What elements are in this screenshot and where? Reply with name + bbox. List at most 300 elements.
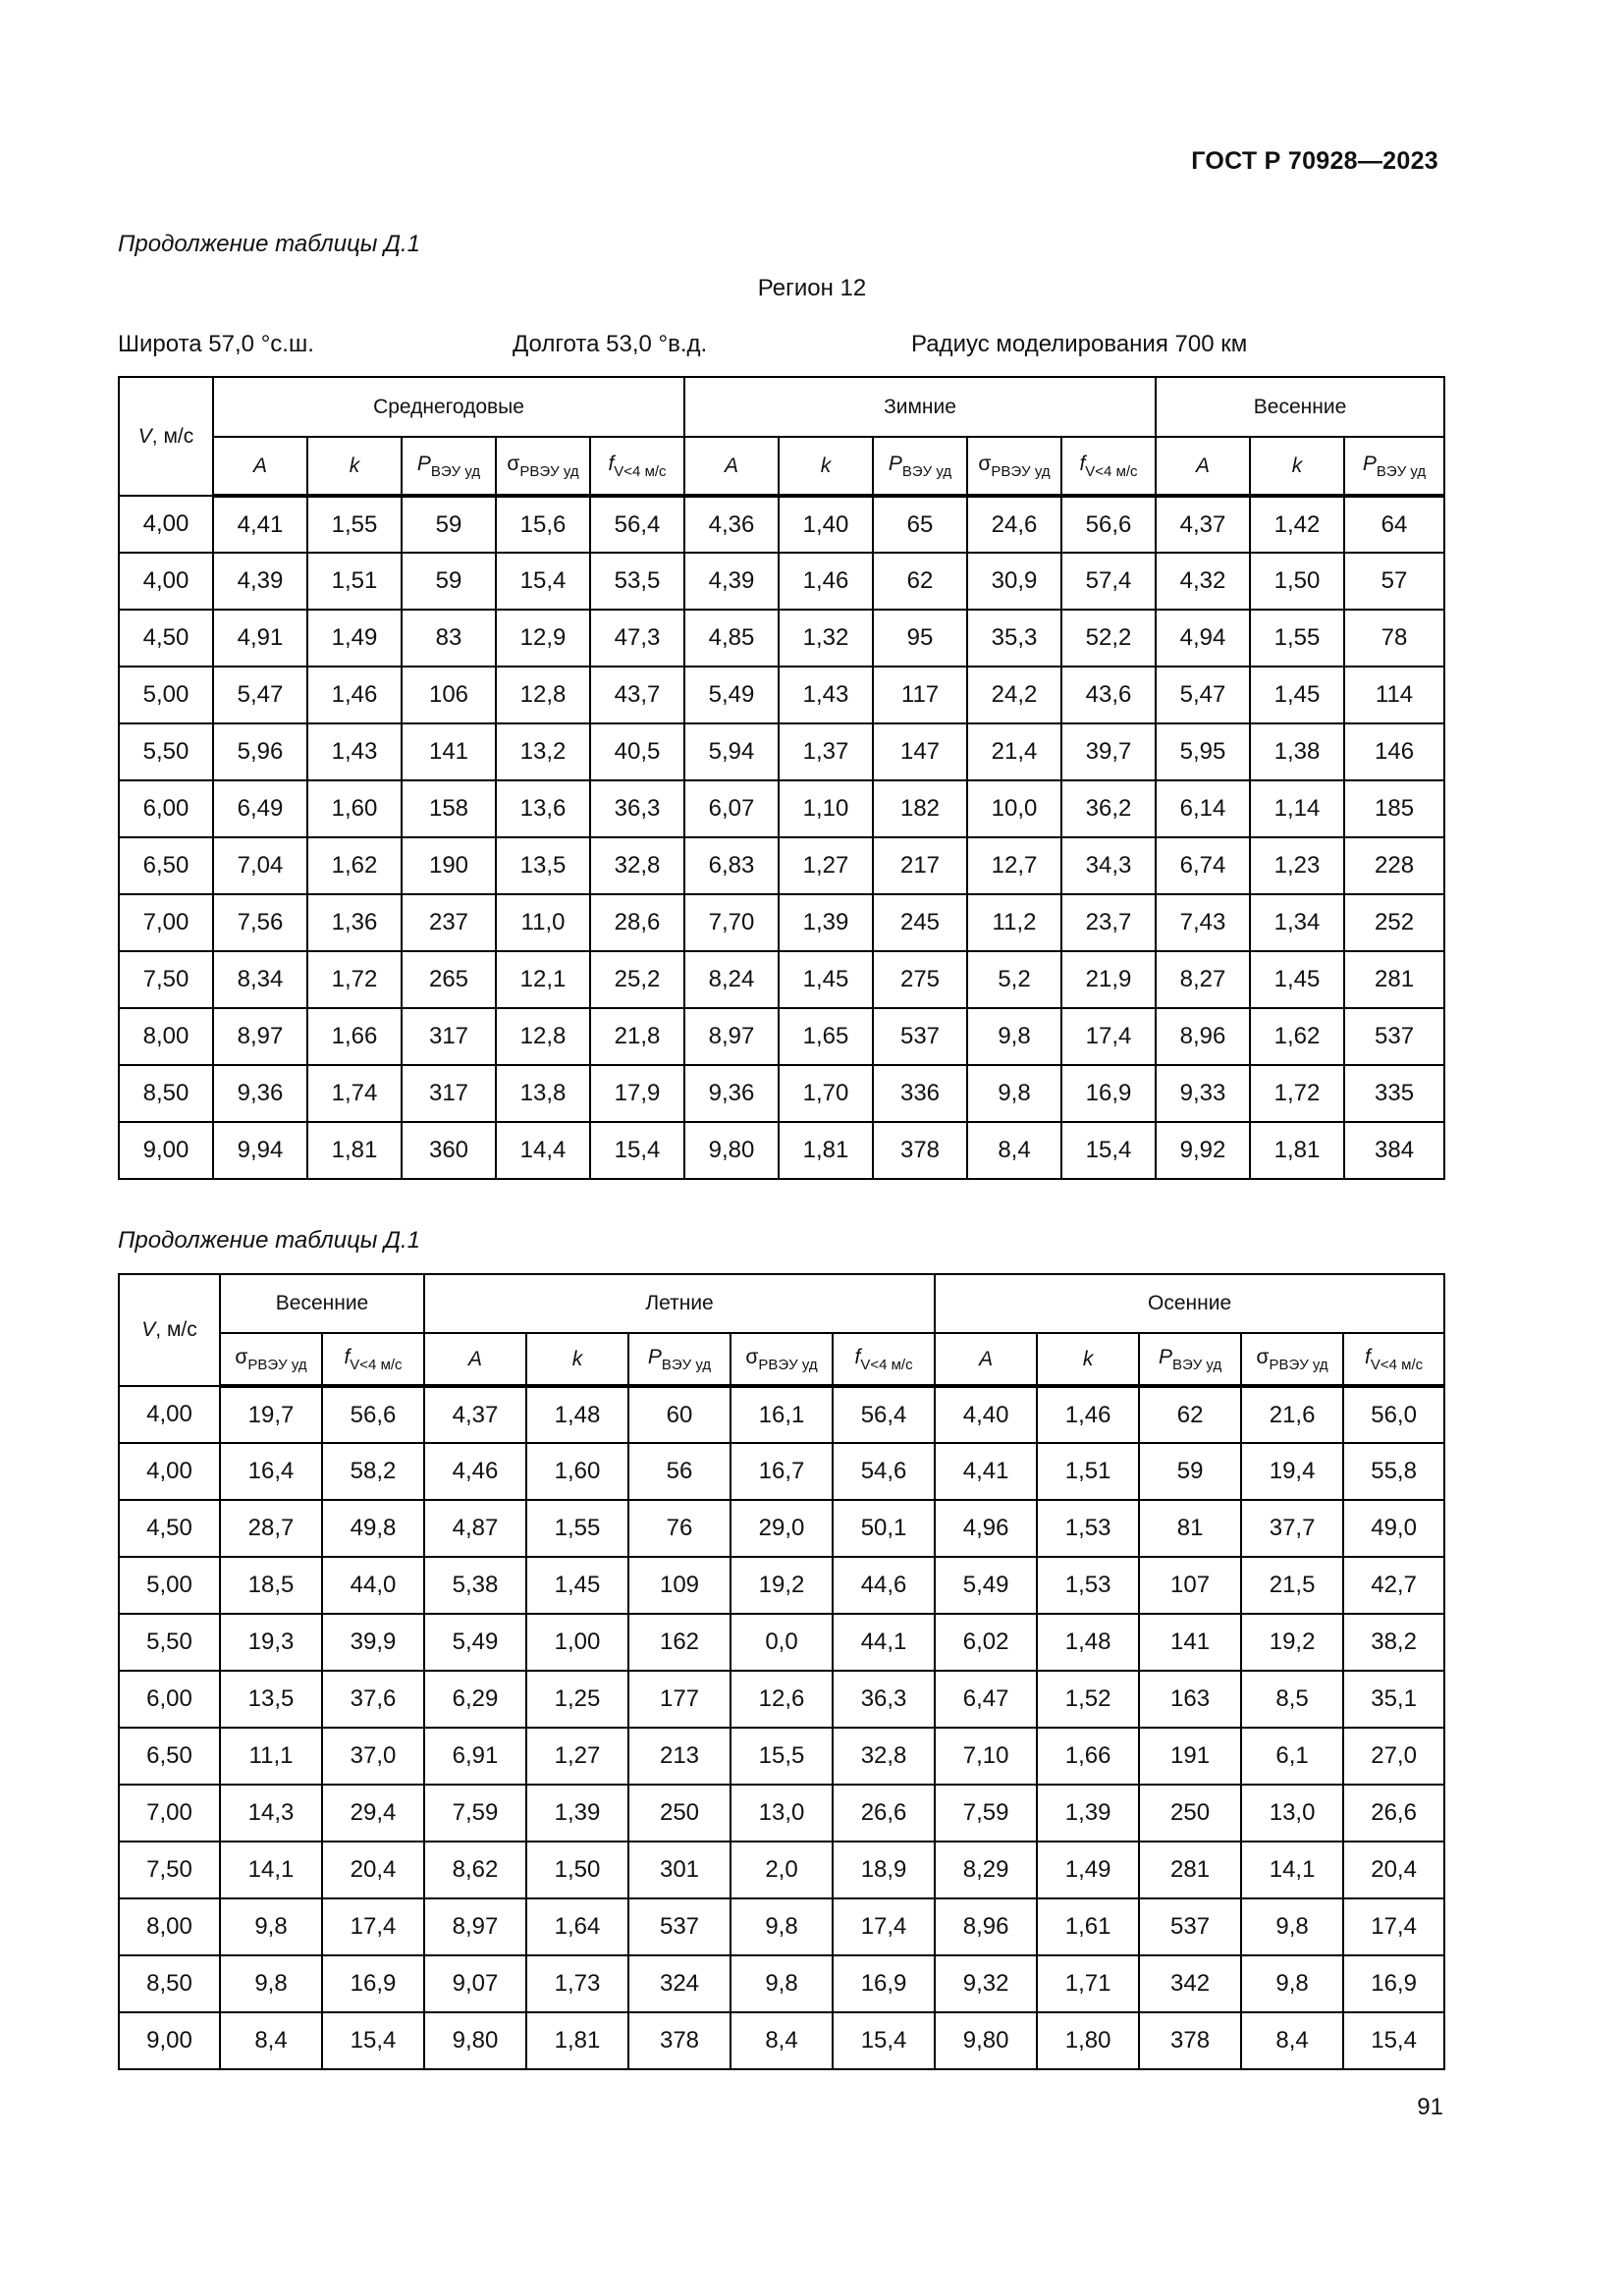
header-f: $f_{V<4 м/с}$ [833,1333,935,1386]
table-cell: 6,91 [424,1728,526,1785]
table-cell: 5,49 [424,1614,526,1671]
table-cell: 191 [1139,1728,1241,1785]
table-cell: 16,9 [833,1955,935,2012]
table-cell: 1,50 [1250,553,1344,610]
modeling-radius-label: Радиус моделирования 700 км [911,331,1248,357]
table-cell: 13,6 [496,780,590,837]
table-cell: 23,7 [1061,894,1156,951]
cell-wind-speed: 4,00 [119,553,213,610]
header-sigma: $\sigma_{PВЭУ уд}$ [496,437,590,496]
table-cell: 4,36 [684,496,779,553]
table-cell: 1,55 [1250,610,1344,667]
table-row [119,1386,1444,1443]
table-cell: 42,7 [1343,1557,1444,1614]
table-cell: 1,49 [307,610,402,667]
table-cell: 19,3 [220,1614,322,1671]
table-cell: 1,36 [307,894,402,951]
table-cell: 21,6 [1241,1386,1343,1443]
table-cell: 9,80 [424,2012,526,2069]
table-cell: 1,51 [307,553,402,610]
table-cell: 5,49 [684,667,779,723]
table-cell: 109 [628,1557,731,1614]
table-cell: 7,56 [213,894,307,951]
table-cell: 5,47 [1156,667,1250,723]
table-cell: 1,80 [1037,2012,1139,2069]
table-cell: 1,70 [779,1065,873,1122]
table-cell: 14,1 [220,1842,322,1898]
table-row [119,1614,1444,1671]
table-cell: 281 [1139,1842,1241,1898]
table-row [119,1671,1444,1728]
table-cell: 17,4 [1061,1008,1156,1065]
table-row [119,1065,1444,1122]
table-cell: 28,7 [220,1500,322,1557]
table-row [119,1785,1444,1842]
table-cell: 1,27 [779,837,873,894]
table-cell: 1,45 [526,1557,628,1614]
table-cell: 56,4 [833,1386,935,1443]
table-cell: 52,2 [1061,610,1156,667]
header-p: $P_{ВЭУ уд}$ [873,437,967,496]
table-cell: 21,5 [1241,1557,1343,1614]
table-cell: 1,32 [779,610,873,667]
header-p: $P_{ВЭУ уд}$ [402,437,496,496]
table-cell: 5,47 [213,667,307,723]
table-cell: 43,7 [590,667,684,723]
header-p: $P_{ВЭУ уд}$ [1139,1333,1241,1386]
header-k: k [526,1333,628,1386]
header-sigma: $\sigma_{PВЭУ уд}$ [731,1333,833,1386]
table-cell: 9,8 [1241,1955,1343,2012]
table-cell: 55,8 [1343,1443,1444,1500]
cell-wind-speed: 7,00 [119,894,213,951]
table-cell: 38,2 [1343,1614,1444,1671]
cell-wind-speed: 7,00 [119,1785,220,1842]
table-cell: 16,1 [731,1386,833,1443]
table-cell: 16,9 [322,1955,424,2012]
table-cell: 537 [628,1898,731,1955]
table-cell: 7,04 [213,837,307,894]
header-a: A [935,1333,1037,1386]
table-cell: 107 [1139,1557,1241,1614]
table-cell: 13,5 [496,837,590,894]
table-cell: 6,49 [213,780,307,837]
table-cell: 24,2 [967,667,1061,723]
table-cell: 14,4 [496,1122,590,1179]
table-cell: 146 [1344,723,1444,780]
table-cell: 9,8 [731,1898,833,1955]
table-cell: 141 [402,723,496,780]
table-row [119,1898,1444,1955]
table-cell: 25,2 [590,951,684,1008]
table-cell: 1,45 [1250,951,1344,1008]
table-cell: 158 [402,780,496,837]
table-cell: 4,41 [935,1443,1037,1500]
table-cell: 36,3 [590,780,684,837]
table-cell: 18,5 [220,1557,322,1614]
table-cell: 252 [1344,894,1444,951]
table-cell: 1,34 [1250,894,1344,951]
table-row [119,1443,1444,1500]
table-cell: 78 [1344,610,1444,667]
table-cell: 50,1 [833,1500,935,1557]
table-cell: 1,53 [1037,1557,1139,1614]
table-row [119,1728,1444,1785]
table-cell: 15,4 [496,553,590,610]
table-cell: 47,3 [590,610,684,667]
table-cell: 8,29 [935,1842,1037,1898]
table-cell: 537 [873,1008,967,1065]
table-cell: 27,0 [1343,1728,1444,1785]
header-a: A [684,437,779,496]
table-cell: 19,4 [1241,1443,1343,1500]
table-cell: 8,5 [1241,1671,1343,1728]
table-cell: 56,6 [322,1386,424,1443]
table-cell: 43,6 [1061,667,1156,723]
table-cell: 8,34 [213,951,307,1008]
table-cell: 360 [402,1122,496,1179]
table-cell: 162 [628,1614,731,1671]
table-row [119,1842,1444,1898]
table-cell: 15,4 [1061,1122,1156,1179]
table-cell: 147 [873,723,967,780]
table-cell: 317 [402,1008,496,1065]
table-row [119,837,1444,894]
table-cell: 44,0 [322,1557,424,1614]
table-cell: 9,80 [684,1122,779,1179]
group-annual: Среднегодовые [213,377,684,437]
table-cell: 12,8 [496,1008,590,1065]
table-cell: 8,27 [1156,951,1250,1008]
table-cell: 56 [628,1443,731,1500]
table-cell: 182 [873,780,967,837]
table-cell: 15,4 [833,2012,935,2069]
table-cell: 59 [402,496,496,553]
group-winter: Зимние [684,377,1156,437]
table-row [119,610,1444,667]
cell-wind-speed: 8,00 [119,1008,213,1065]
table-cell: 7,10 [935,1728,1037,1785]
table-cell: 9,36 [684,1065,779,1122]
table-cell: 37,6 [322,1671,424,1728]
table-cell: 1,45 [779,951,873,1008]
table-cell: 57 [1344,553,1444,610]
table-cell: 4,37 [1156,496,1250,553]
latitude-label: Широта 57,0 °с.ш. [118,331,314,357]
table-cell: 13,8 [496,1065,590,1122]
table-cell: 9,8 [1241,1898,1343,1955]
table-cell: 12,6 [731,1671,833,1728]
table-cell: 1,39 [1037,1785,1139,1842]
cell-wind-speed: 6,00 [119,780,213,837]
table-cell: 1,00 [526,1614,628,1671]
table-cell: 39,7 [1061,723,1156,780]
table-cell: 6,47 [935,1671,1037,1728]
table-cell: 8,96 [935,1898,1037,1955]
table-cell: 8,62 [424,1842,526,1898]
cell-wind-speed: 9,00 [119,2012,220,2069]
table-cell: 1,60 [526,1443,628,1500]
table-cell: 190 [402,837,496,894]
table-row [119,723,1444,780]
table-cell: 4,37 [424,1386,526,1443]
table-cell: 1,42 [1250,496,1344,553]
table-cell: 34,3 [1061,837,1156,894]
table-cell: 1,72 [1250,1065,1344,1122]
table-cell: 29,4 [322,1785,424,1842]
table-cell: 1,45 [1250,667,1344,723]
table-cell: 59 [402,553,496,610]
table-cell: 5,38 [424,1557,526,1614]
table-cell: 4,39 [684,553,779,610]
table-cell: 32,8 [590,837,684,894]
table-cell: 1,81 [779,1122,873,1179]
table-cell: 6,74 [1156,837,1250,894]
table-cell: 5,95 [1156,723,1250,780]
table-cell: 177 [628,1671,731,1728]
table-cell: 30,9 [967,553,1061,610]
table-cell: 1,46 [779,553,873,610]
table-row [119,1122,1444,1179]
table-cell: 5,96 [213,723,307,780]
table-cell: 15,4 [590,1122,684,1179]
table-cell: 4,39 [213,553,307,610]
table-cell: 12,7 [967,837,1061,894]
header-sigma: $\sigma_{PВЭУ уд}$ [1241,1333,1343,1386]
table-row [119,667,1444,723]
table-cell: 1,53 [1037,1500,1139,1557]
table-cell: 10,0 [967,780,1061,837]
table-cell: 217 [873,837,967,894]
table-cell: 1,64 [526,1898,628,1955]
cell-wind-speed: 4,50 [119,1500,220,1557]
table-cell: 1,25 [526,1671,628,1728]
table-cell: 8,96 [1156,1008,1250,1065]
wind-data-table-2 [118,1273,1445,2070]
table-cell: 16,9 [1061,1065,1156,1122]
longitude-label: Долгота 53,0 °в.д. [513,331,708,357]
header-f: $f_{V<4 м/с}$ [1061,437,1156,496]
table-cell: 378 [873,1122,967,1179]
table-cell: 250 [1139,1785,1241,1842]
table-cell: 11,2 [967,894,1061,951]
table-cell: 17,4 [1343,1898,1444,1955]
table-cell: 14,1 [1241,1842,1343,1898]
table-cell: 2,0 [731,1842,833,1898]
table-cell: 9,8 [967,1008,1061,1065]
table-cell: 60 [628,1386,731,1443]
table-cell: 13,0 [731,1785,833,1842]
table-cell: 4,46 [424,1443,526,1500]
table-cell: 4,87 [424,1500,526,1557]
table-cell: 11,1 [220,1728,322,1785]
table-cell: 8,4 [731,2012,833,2069]
header-k: k [307,437,402,496]
table-cell: 1,72 [307,951,402,1008]
table-cell: 12,9 [496,610,590,667]
table-cell: 44,1 [833,1614,935,1671]
table-cell: 95 [873,610,967,667]
table-cell: 8,4 [1241,2012,1343,2069]
table-cell: 9,8 [220,1955,322,2012]
header-f: $f_{V<4 м/с}$ [590,437,684,496]
table-cell: 5,49 [935,1557,1037,1614]
table-cell: 36,2 [1061,780,1156,837]
table-cell: 163 [1139,1671,1241,1728]
table-cell: 8,4 [967,1122,1061,1179]
table-row [119,1955,1444,2012]
group-spring: Весенние [220,1274,424,1333]
table-cell: 17,9 [590,1065,684,1122]
cell-wind-speed: 4,00 [119,496,213,553]
table-cell: 16,9 [1343,1955,1444,2012]
table-cell: 1,48 [1037,1614,1139,1671]
table-cell: 9,8 [731,1955,833,2012]
table-cell: 275 [873,951,967,1008]
table-cell: 49,8 [322,1500,424,1557]
cell-wind-speed: 5,50 [119,723,213,780]
table-cell: 8,97 [684,1008,779,1065]
table-cell: 9,36 [213,1065,307,1122]
table-cell: 12,8 [496,667,590,723]
group-spring: Весенние [1156,377,1444,437]
table-cell: 1,81 [1250,1122,1344,1179]
header-v: V, м/с [119,1274,220,1386]
table-cell: 114 [1344,667,1444,723]
table-cell: 1,55 [526,1500,628,1557]
table-cell: 1,40 [779,496,873,553]
table-cell: 56,6 [1061,496,1156,553]
cell-wind-speed: 6,50 [119,1728,220,1785]
table-cell: 335 [1344,1065,1444,1122]
table-cell: 250 [628,1785,731,1842]
table-cell: 6,02 [935,1614,1037,1671]
cell-wind-speed: 4,50 [119,610,213,667]
table-cell: 237 [402,894,496,951]
table-cell: 1,51 [1037,1443,1139,1500]
header-f: $f_{V<4 м/с}$ [322,1333,424,1386]
table-cell: 1,73 [526,1955,628,2012]
table-cell: 1,49 [1037,1842,1139,1898]
cell-wind-speed: 8,50 [119,1065,213,1122]
table-cell: 6,07 [684,780,779,837]
wind-data-table-1 [118,376,1445,1180]
table-cell: 9,33 [1156,1065,1250,1122]
table-cell: 1,65 [779,1008,873,1065]
group-autumn: Осенние [935,1274,1444,1333]
group-summer: Летние [424,1274,935,1333]
table-cell: 6,83 [684,837,779,894]
header-a: A [213,437,307,496]
table-cell: 62 [1139,1386,1241,1443]
table-cell: 32,8 [833,1728,935,1785]
cell-wind-speed: 6,00 [119,1671,220,1728]
table-cell: 1,81 [307,1122,402,1179]
table-cell: 49,0 [1343,1500,1444,1557]
table-cell: 1,38 [1250,723,1344,780]
table-cell: 19,2 [1241,1614,1343,1671]
table-row [119,780,1444,837]
cell-wind-speed: 5,00 [119,667,213,723]
header-k: k [1250,437,1344,496]
table-cell: 1,52 [1037,1671,1139,1728]
table-cell: 0,0 [731,1614,833,1671]
table-cell: 1,39 [779,894,873,951]
table-cell: 13,5 [220,1671,322,1728]
table-cell: 21,4 [967,723,1061,780]
table-cell: 1,39 [526,1785,628,1842]
table-cell: 4,40 [935,1386,1037,1443]
table-cell: 1,48 [526,1386,628,1443]
table-cell: 24,6 [967,496,1061,553]
table-cell: 29,0 [731,1500,833,1557]
header-k: k [1037,1333,1139,1386]
table-row [119,1557,1444,1614]
cell-wind-speed: 7,50 [119,1842,220,1898]
table-cell: 21,8 [590,1008,684,1065]
table-continuation-caption: Продолжение таблицы Д.1 [118,1227,421,1254]
table-cell: 245 [873,894,967,951]
table-cell: 117 [873,667,967,723]
table-cell: 185 [1344,780,1444,837]
header-v: V, м/с [119,377,213,496]
table-cell: 15,4 [1343,2012,1444,2069]
table-cell: 4,32 [1156,553,1250,610]
table-cell: 39,9 [322,1614,424,1671]
table-row [119,1008,1444,1065]
table-cell: 65 [873,496,967,553]
table-cell: 26,6 [833,1785,935,1842]
table-cell: 1,81 [526,2012,628,2069]
table-cell: 40,5 [590,723,684,780]
table-cell: 62 [873,553,967,610]
table-cell: 1,43 [307,723,402,780]
table-cell: 26,6 [1343,1785,1444,1842]
header-p: $P_{ВЭУ уд}$ [1344,437,1444,496]
header-k: k [779,437,873,496]
table-cell: 76 [628,1500,731,1557]
table-cell: 4,91 [213,610,307,667]
table-cell: 11,0 [496,894,590,951]
table-cell: 1,50 [526,1842,628,1898]
table-cell: 9,92 [1156,1122,1250,1179]
table-cell: 1,23 [1250,837,1344,894]
table-cell: 1,55 [307,496,402,553]
table-cell: 7,43 [1156,894,1250,951]
table-cell: 28,6 [590,894,684,951]
table-cell: 4,41 [213,496,307,553]
table-cell: 1,46 [307,667,402,723]
table-cell: 13,0 [1241,1785,1343,1842]
table-cell: 265 [402,951,496,1008]
table-row [119,951,1444,1008]
table-cell: 1,62 [1250,1008,1344,1065]
table-cell: 342 [1139,1955,1241,2012]
table-cell: 6,1 [1241,1728,1343,1785]
table-cell: 537 [1139,1898,1241,1955]
table-cell: 301 [628,1842,731,1898]
table-cell: 7,59 [424,1785,526,1842]
table-cell: 15,5 [731,1728,833,1785]
table-cell: 9,80 [935,2012,1037,2069]
table-cell: 378 [1139,2012,1241,2069]
table-cell: 35,1 [1343,1671,1444,1728]
table-cell: 12,1 [496,951,590,1008]
cell-wind-speed: 8,00 [119,1898,220,1955]
table-cell: 8,97 [213,1008,307,1065]
table-cell: 59 [1139,1443,1241,1500]
table-cell: 14,3 [220,1785,322,1842]
